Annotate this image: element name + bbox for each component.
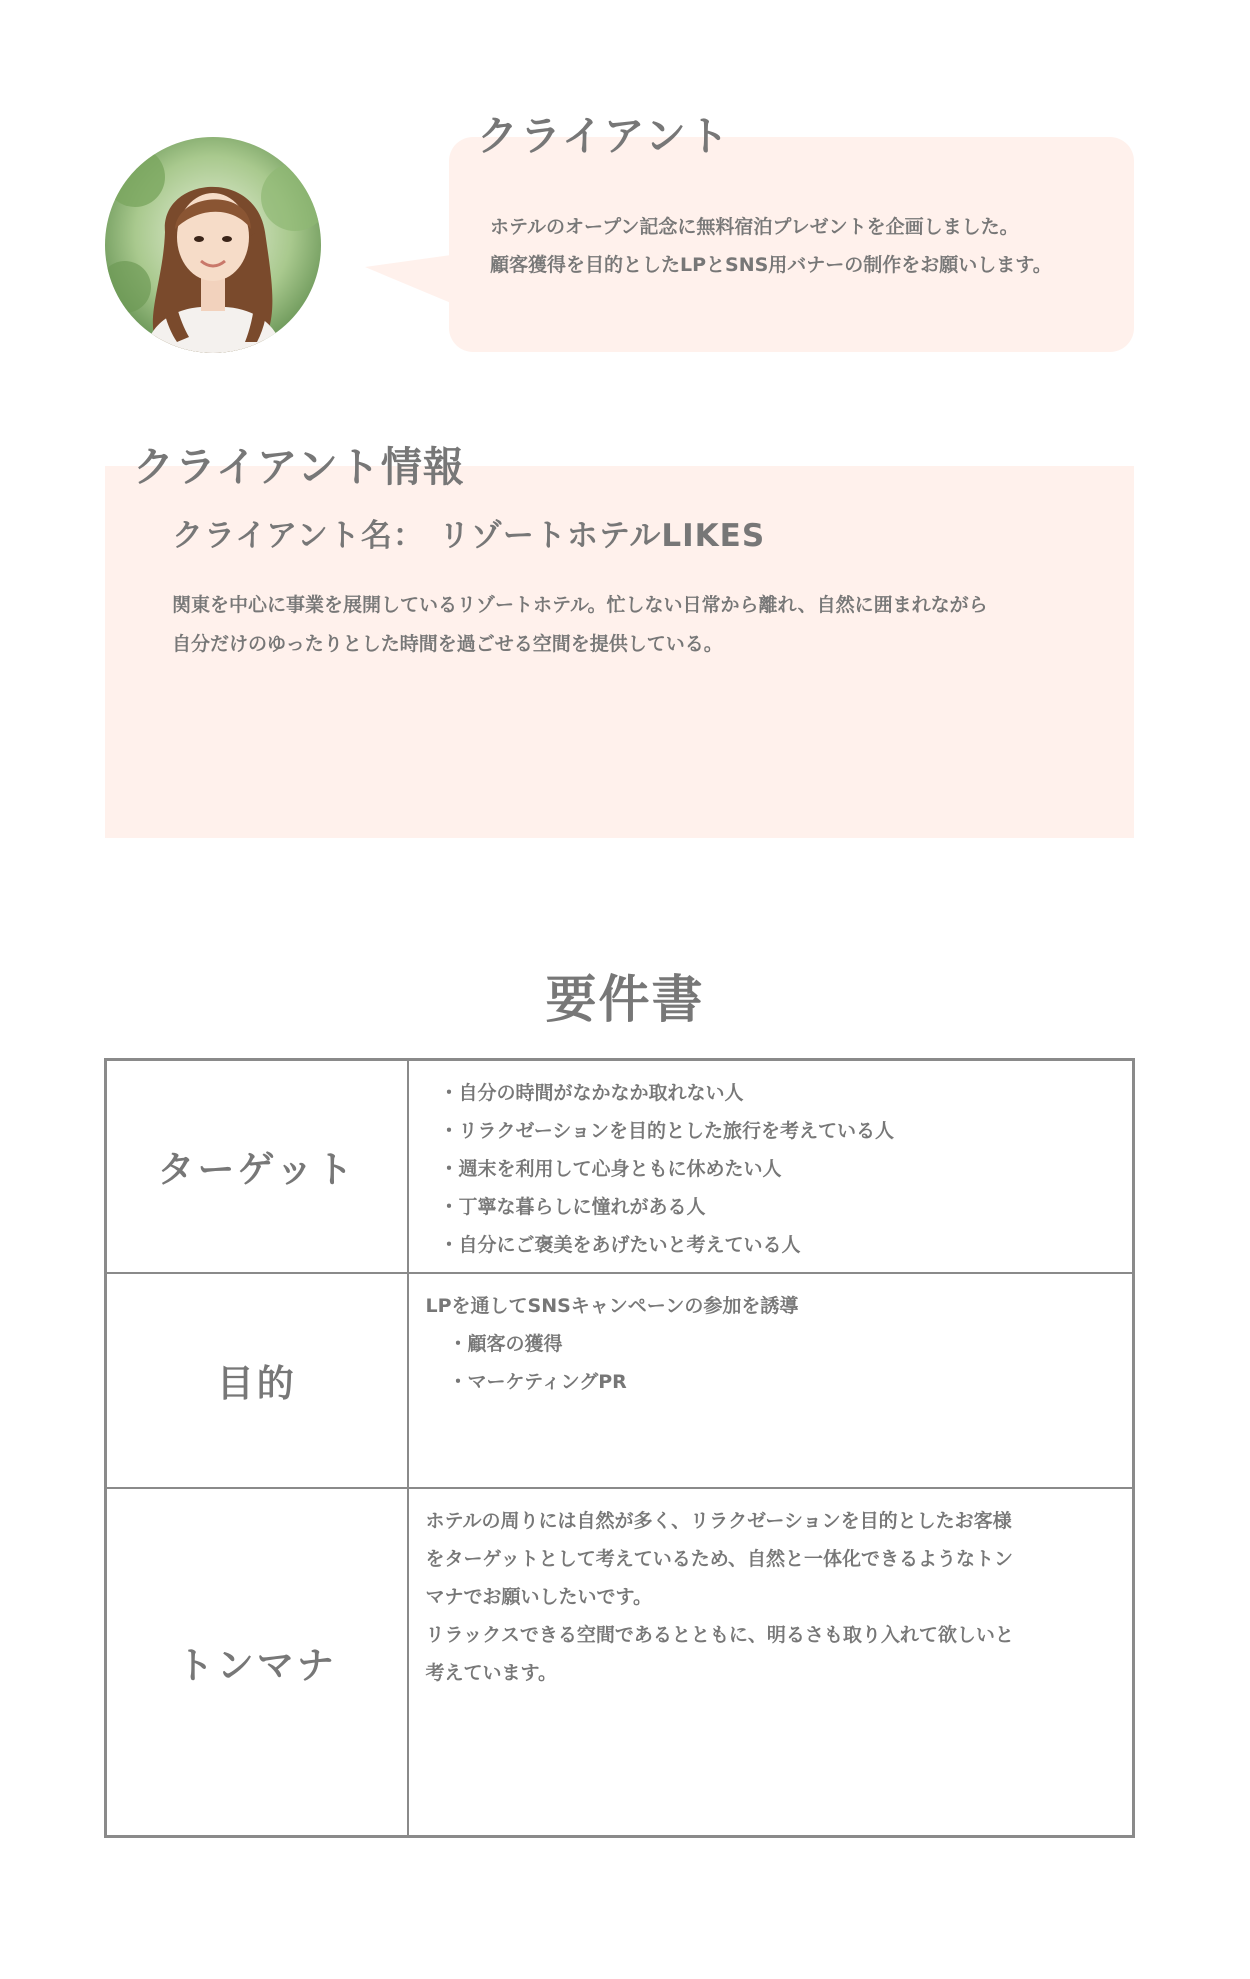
list-item: ・顧客の獲得 [448,1332,563,1355]
purpose-list [426,1325,1133,1401]
tone-line: をターゲットとして考えているため、自然と一体化できるようなトン [425,1547,1013,1570]
list-item: ・丁寧な暮らしに憧れがある人 [439,1196,706,1218]
client-description-line: 自分だけのゆったりとした時間を過ごせる空間を提供している。 [172,633,723,655]
target-content [408,1060,1134,1273]
client-description [172,586,1112,664]
client-message-title: クライアント [477,112,731,160]
client-name-value: リゾートホテルLIKES [438,518,766,554]
tone-content [408,1488,1134,1837]
client-message-line: 顧客獲得を目的としたLPとSNS用バナーの制作をお願いします。 [490,254,1052,276]
client-message-text [490,208,1120,284]
purpose-intro: LPを通してSNSキャンペーンの参加を誘導 [425,1294,799,1317]
requirements-table [104,1058,1135,1838]
target-list [409,1061,1133,1264]
speech-bubble-tail [365,255,451,303]
list-item: ・リラクゼーションを目的とした旅行を考えている人 [439,1120,894,1142]
client-description-line: 関東を中心に事業を展開しているリゾートホテル。忙しない日常から離れ、自然に囲まれながら [172,594,988,616]
client-portrait-image [105,137,321,353]
purpose-content [408,1273,1134,1488]
tone-line: ホテルの周りには自然が多く、リラクゼーションを目的としたお客様 [425,1509,1012,1532]
list-item: ・自分の時間がなかなか取れない人 [439,1082,744,1104]
list-item: ・自分にご褒美をあげたいと考えている人 [439,1234,801,1256]
list-item: ・マーケティングPR [448,1370,627,1393]
tone-line: マナでお願いしたいです。 [425,1585,652,1608]
table-row-tone [106,1488,1134,1837]
table-row-purpose [106,1273,1134,1488]
requirements-title: 要件書 [545,971,705,1030]
table-row-target [106,1060,1134,1273]
client-avatar [105,137,321,353]
client-info-title: クライアント情報 [133,443,465,491]
tone-body [409,1489,1133,1692]
list-item: ・週末を利用して心身ともに休めたい人 [439,1158,782,1180]
tone-label: トンマナ [106,1488,408,1837]
client-name-label: クライアント名： [172,518,425,554]
target-label: ターゲット [106,1060,408,1273]
tone-line: 考えています。 [425,1661,557,1684]
purpose-label: 目的 [106,1273,408,1488]
client-message-line: ホテルのオープン記念に無料宿泊プレゼントを企画しました。 [490,216,1019,238]
purpose-body [409,1274,1133,1401]
client-name [172,510,765,555]
tone-line: リラックスできる空間であるとともに、明るさも取り入れて欲しいと [425,1623,1014,1646]
